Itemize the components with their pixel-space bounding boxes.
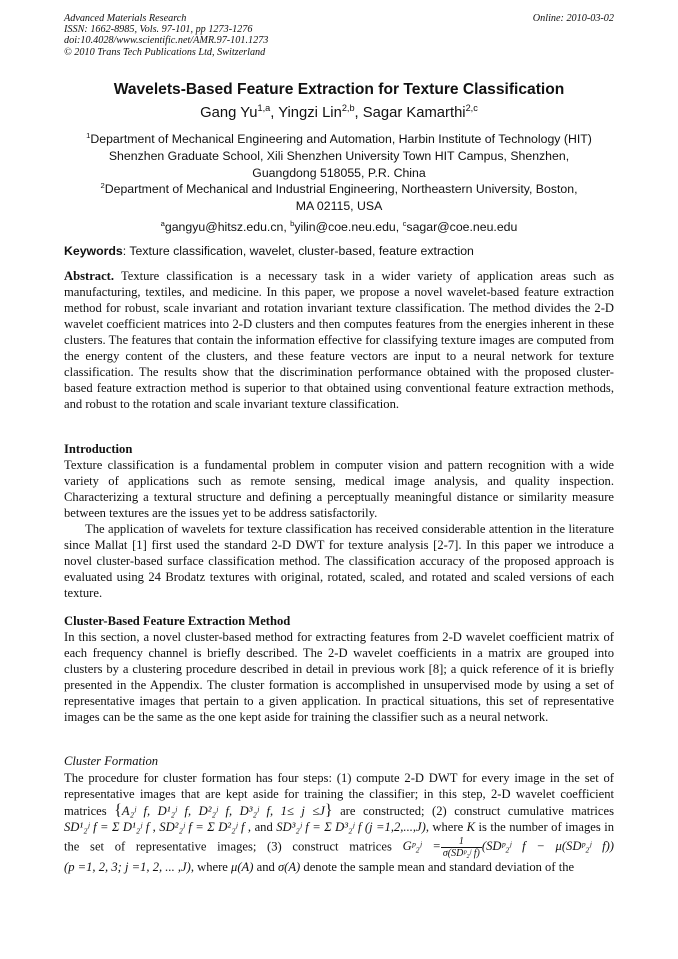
email-link[interactable]: gangyu@hitsz.edu.cn [164, 220, 284, 234]
equation-sd1: SD¹₂ʲ f = Σ D¹₂ʲ f , [64, 820, 156, 834]
keywords-list: : Texture classification, wavelet, cluster-based, feature extraction [122, 244, 474, 258]
copyright-line: © 2010 Trans Tech Publications Ltd, Switzerland [64, 46, 266, 58]
author-name: Sagar Kamarthi [362, 105, 466, 121]
issn-line: ISSN: 1662-8985, Vols. 97-101, pp 1273-1276 [64, 24, 253, 36]
symbol-sigma: σ(A) [277, 859, 301, 874]
author-affil-mark: 2,c [465, 103, 478, 114]
keywords-label: Keywords [64, 244, 123, 258]
section-heading: Cluster-Based Feature Extraction Method [64, 614, 291, 628]
email-link[interactable]: yilin@coe.neu.edu [294, 220, 396, 234]
equation-g-matrix: Gᵖ₂ʲ = $\frac{1}{\text{σ(SDᵖ₂ʲ f)}}$ (SDᵖ₂ʲ f − μ(SDᵖ₂ʲ f)) [402, 835, 614, 859]
subsection-heading: Cluster Formation [64, 754, 159, 768]
author-emails: $^a$gangyu@hitsz.edu.cn, $^b$yilin@coe.neu.edu, $^c$sagar@coe.neu.edu [160, 218, 518, 234]
equation-j-range: (j =1,2,...,J) [364, 820, 426, 834]
author-affil-mark: 2,b [341, 103, 355, 114]
equation-matrix-set: {A₂ʲ f, D¹₂ʲ f, D²₂ʲ f, D³₂ʲ f, 1≤ j ≤J} [114, 801, 333, 819]
author-list: Gang Yu$^{1,a}$, Yingzi Lin$^{2,b}$, Sagar Kamarthi$^{2,c}$ [200, 103, 478, 121]
equation-sd3: SD³₂ʲ f = Σ D³₂ʲ f [276, 820, 362, 834]
symbol-mu: μ(A) [231, 859, 254, 874]
abstract-block [64, 268, 614, 412]
paper-title: Wavelets-Based Feature Extraction for Texture Classification [113, 81, 565, 98]
paragraph: In this section, a novel cluster-based method for extracting features from 2-D wavelet coefficient matrix of each frequency channel is briefly described. The 2-D wavelet coefficients in a matrix are grouped into clusters by a clustering procedure described in detail in previous work [8]; a quick reference of it is briefly presented in the Appendix. The cluster formation is accomplished in unsupervised mode by using a set of representative images that pertain to a given application. In practical situations, this set of representative images can be the same as the one kept aside for training the classifier such as a neural network. [64, 630, 614, 724]
cluster-formation-section [64, 753, 614, 875]
equation-sd2: SD²₂ʲ f = Σ D²₂ʲ f , [159, 820, 252, 834]
author-name: Gang Yu [200, 105, 258, 121]
abstract-label: Abstract. [64, 269, 115, 283]
author-affil-mark: 1,a [257, 103, 271, 114]
keywords-line [64, 244, 474, 258]
method-section [64, 613, 614, 725]
introduction-section [64, 441, 614, 601]
author-name: Yingzi Lin [278, 105, 342, 121]
equation-p-range: (p =1, 2, 3; j =1, 2, ... ,J) [64, 859, 191, 874]
symbol-k: K [466, 820, 476, 834]
abstract-text: Texture classification is a necessary task in a wider variety of application areas such as manufacturing, textiles, and medicine. In this paper, we propose a novel wavelet-based feature extraction method for robust, scale invariant and rotation invariant texture classification. The method divides the 2-D wavelet coefficient matrices into 2-D clusters and then computes features from the energies inherent in these clusters. The features that contain the information effective for classifying texture images are computed from the energy content of the clusters, and these feature vectors are input to a neural network for texture classification. The results show that the discrimination performance obtained with the proposed cluster-based feature extraction method is superior to that obtained using conventional feature extraction methods, and robust to the rotation and scale invariant texture classification. [64, 269, 615, 411]
email-link[interactable]: sagar@coe.neu.edu [406, 220, 518, 234]
paragraph: The application of wavelets for texture classification has received considerable attention in the literature since Mallat [1] first used the standard 2-D DWT for texture analysis [2-7]. In this paper we introduce a novel cluster-based surface classification method. The classification accuracy of the proposed approach is evaluated using 24 Brodatz textures with original, rotated, scaled, and rotated and scaled versions of each texture. [64, 522, 614, 600]
doi-line[interactable]: doi:10.4028/www.scientific.net/AMR.97-101.1273 [64, 35, 269, 47]
affiliation-2: $^2$Department of Mechanical and Industrial Engineering, Northeastern University, Boston, MA 02115, USA [100, 180, 578, 213]
journal-header [64, 13, 268, 58]
section-heading: Introduction [64, 442, 133, 456]
online-date: Online: 2010-03-02 [532, 13, 614, 24]
journal-name: Advanced Materials Research [64, 13, 187, 24]
paragraph: Texture classification is a fundamental problem in computer vision and pattern recognition with a wide variety of applications such as remote sensing, medical image analysis, and quality inspection. Characterizing a textural structure and defining a perceptually meaningful distance or similarity measure between textures are the issues yet to be address satisfactorily. [64, 458, 614, 520]
paragraph: The procedure for cluster formation has four steps: (1) compute 2-D DWT for every image in the set of representative images that are kept aside for training the classifier; in this step, 2-D wavelet coefficient matrices {A₂ʲ f, D¹₂ʲ f, D²₂ʲ f, D³₂ʲ f, 1≤ j ≤J} are constructed; (2) construct cumulative matrices SD¹₂ʲ f = Σ D¹₂ʲ f , SD²₂ʲ f = Σ D²₂ʲ f , and SD³₂ʲ f = Σ D³₂ʲ f (j =1,2,...,J), where K is the number of images in the set of representative images; (3) construct matrices Gᵖ₂ʲ = $\frac{1}{\text{σ(SDᵖ₂ʲ f)}}$ (SDᵖ₂ʲ f − μ(SDᵖ₂ʲ f)) (p =1, 2, 3; j =1, 2, ... ,J), where μ(A) and σ(A) denote the sample mean and standard deviation of the [64, 770, 615, 874]
affiliation-1: $^1$Department of Mechanical Engineering and Automation, Harbin Institute of Technology (HIT) Shenzhen Graduate School, Xili Shenzhen University Town HIT Campus, Shenzhen, Guangdong 518055, P.R. China [86, 130, 592, 180]
